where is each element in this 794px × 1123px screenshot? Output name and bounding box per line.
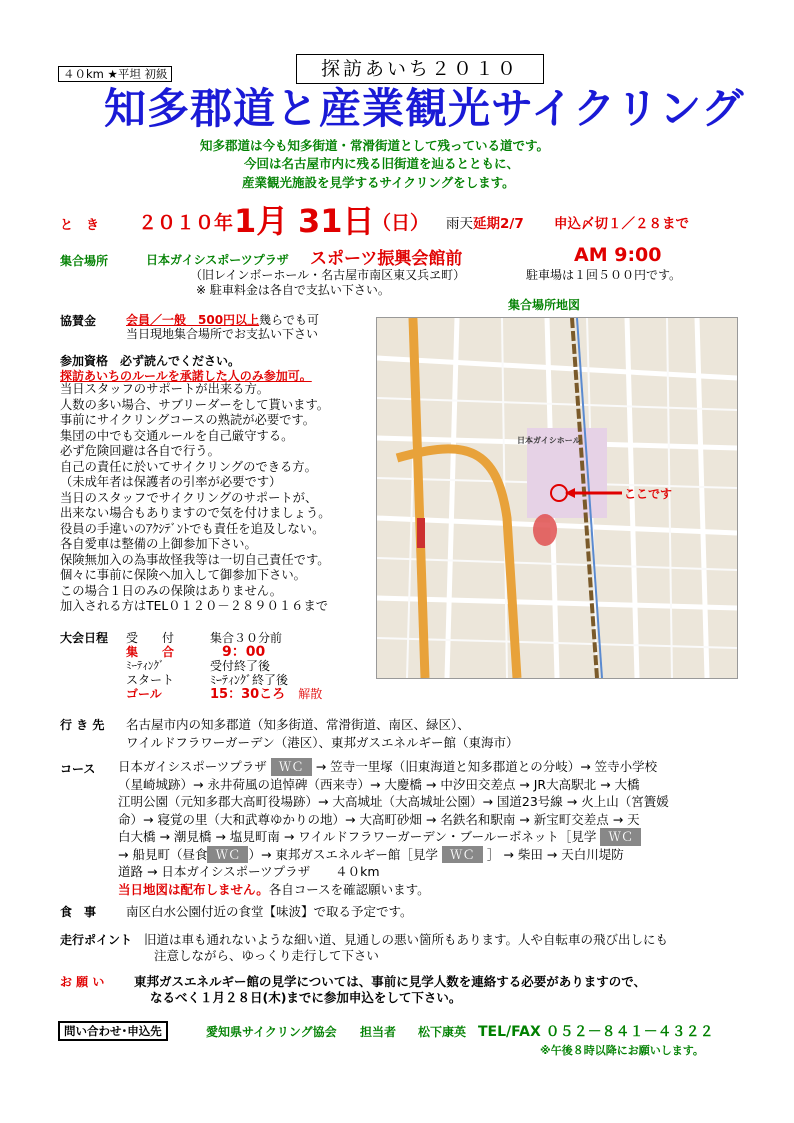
wc-badge: ＷＣ <box>207 846 248 864</box>
fee-label: 協賛金 <box>60 314 97 328</box>
intro-line-2: 今回は名古屋市内に残る旧街道を辿るとともに、 <box>244 156 520 171</box>
qualification-item: 事前にサイクリングコースの熟読が必要です。 <box>60 413 316 427</box>
qualification-item: 出来ない場合もありますので気を付けましょう。 <box>60 506 331 520</box>
points-line-2: 注意しながら、ゆっくり走行して下さい <box>154 948 379 963</box>
wc-badge: ＷＣ <box>271 758 312 776</box>
meeting-parking: 駐車場は１回５００円です。 <box>526 268 682 282</box>
destination-label: 行 き 先 <box>60 718 105 732</box>
meeting-time: AM 9:00 <box>574 244 662 266</box>
request-label: お 願 い <box>60 975 105 989</box>
qualification-rule: 探訪あいちのルールを承諾した人のみ参加可。 <box>60 369 312 383</box>
course-line: 白大橋 → 潮見橋 → 塩見町南 → ワイルドフラワーガーデン・ブールーボネット［見学 ＷＣ <box>118 828 641 846</box>
meeting-hall: スポーツ振興会館前 <box>310 249 463 269</box>
qualification-item: 各自愛車は整備の上御参加下さい。 <box>60 537 257 551</box>
points-label: 走行ポイント <box>60 933 133 947</box>
schedule-label: 大会日程 <box>60 631 109 645</box>
date-day: 31日 <box>298 202 375 240</box>
date-deadline: 申込〆切１／２８まで <box>554 216 689 232</box>
meeting-parking-note: ※ 駐車料金は各自で支払い下さい。 <box>196 283 390 297</box>
event-name: 探訪あいち２０１０ <box>296 54 544 84</box>
course-line: 道路 → 日本ガイシスポーツプラザ ４０km <box>118 864 380 879</box>
schedule-start-time: ﾐｰﾃｨﾝｸﾞ終了後 <box>210 673 289 687</box>
course-line: （星崎城跡）→ 永井荷風の追悼碑（西来寺）→ 大慶橋 → 中汐田交差点 → JR大高駅北 → 大橋 <box>118 776 640 792</box>
course-label: コース <box>60 762 96 776</box>
qualification-item: 自己の責任に於いてサイクリングのできる方。 <box>60 459 317 474</box>
map-venue-label: 日本ガイシホール <box>517 436 581 445</box>
qualification-item: 役員の手違いのｱｸｼﾃﾞﾝﾄでも責任を追及しない。 <box>60 521 325 536</box>
map-marker-label: ここです <box>624 487 673 501</box>
meeting-address: （旧レインボーホール・名古屋市南区東又兵ヱ町） <box>190 268 466 282</box>
qualification-item: （未成年者は保護者の引率が必要です） <box>60 475 282 489</box>
course-line: 命）→ 寝覚の里（大和武尊ゆかりの地）→ 大高町砂畑 → 名鉄名和駅南 → 新宝町交差点 → 天 <box>118 811 640 827</box>
intro-line-1: 知多郡道は今も知多街道・常滑街道として残っている道です。 <box>200 138 550 153</box>
date-month: 1月 <box>234 202 289 240</box>
qualification-item: 集団の中でも交通ルールを自己厳守する。 <box>60 428 294 443</box>
schedule-gather: 集 合 <box>126 645 175 659</box>
contact-org: 愛知県サイクリング協会 <box>206 1025 337 1039</box>
schedule-goal-time: 15：30ころ 解散 <box>210 687 323 702</box>
qualification-item: 当日スタッフのサポートが出来る方。 <box>60 382 270 396</box>
meal-label: 食 事 <box>60 905 97 919</box>
fee-note: 当日現地集合場所でお支払い下さい <box>126 327 319 341</box>
qualification-heading: 参加資格 必ず読んでください。 <box>60 354 241 368</box>
course-line: 当日地図は配布しません。各自コースを確認願います。 <box>118 881 430 897</box>
request-line-1: 東邦ガスエネルギー館の見学については、事前に見学人数を連絡する必要がありますので、 <box>134 974 647 989</box>
date-year: ２０１０年 <box>138 212 234 234</box>
schedule-start: スタート <box>126 673 175 687</box>
qualification-item: 加入される方はTEL０１２０－２８９０１６まで <box>60 599 329 613</box>
date-weekday: （日） <box>372 212 430 234</box>
contact-label: 問い合わせ･申込先 <box>58 1021 168 1041</box>
meeting-label: 集合場所 <box>60 254 109 268</box>
course-line: 日本ガイシスポーツプラザ ＷＣ → 笠寺一里塚（旧東海道と知多郡道との分岐）→ 笠寺小学校 <box>118 759 658 774</box>
contact-person-label: 担当者 <box>360 1025 397 1039</box>
contact-person: 松下康英 <box>418 1025 467 1039</box>
schedule-reception-time: 集合３０分前 <box>210 631 283 645</box>
date-rain: 雨天延期2/7 <box>446 216 524 232</box>
intro-line-3: 産業観光施設を見学するサイクリングをします。 <box>242 175 515 190</box>
fee-amount: 会員／一般 500円以上幾らでも可 <box>126 313 319 327</box>
schedule-goal: ゴール <box>126 687 162 701</box>
destination-line-2: ワイルドフラワーガーデン（港区）、東邦ガスエネルギー館（東海市） <box>126 735 519 750</box>
request-line-2: なるべく１月２８日(木)までに参加申込をして下さい。 <box>150 990 462 1005</box>
qualification-item: 必ず危険回避は各自で行う。 <box>60 444 220 458</box>
qualification-item: 個々に事前に保険へ加入して御参加下さい。 <box>60 568 306 582</box>
wc-badge: ＷＣ <box>600 828 641 846</box>
map-graphic <box>377 318 737 678</box>
spec-badge: ４０km ★平坦 初級 <box>58 66 172 82</box>
qualification-item: この場合１日のみの保険はありません。 <box>60 583 283 598</box>
qualification-list <box>60 382 376 617</box>
schedule-gather-time: 9：00 <box>222 644 266 660</box>
wc-badge: ＷＣ <box>442 846 483 864</box>
qualification-item: 当日のスタッフでサイクリングのサポートが、 <box>60 490 318 505</box>
course-line: 江明公園（元知多郡大高町役場跡）→ 大高城址（大高城址公園）→ 国道23号線 → 火上山（宮簀媛 <box>118 794 669 809</box>
qualification-item: 人数の多い場合、サブリーダーをして貰います。 <box>60 397 330 412</box>
meeting-map <box>376 317 738 679</box>
destination-line-1: 名古屋市内の知多郡道（知多街道、常滑街道、南区、緑区）、 <box>126 717 470 732</box>
meal-text: 南区白水公園付近の食堂【味波】で取る予定です。 <box>126 904 413 919</box>
schedule-reception: 受 付 <box>126 631 175 645</box>
schedule-meeting: ﾐｰﾃｨﾝｸﾞ <box>126 659 165 672</box>
points-line-1: 旧道は車も通れないような細い道、見通しの悪い箇所もあります。人や自転車の飛び出しにも <box>144 932 669 947</box>
map-caption: 集合場所地図 <box>508 298 581 312</box>
date-label: と き <box>60 218 100 233</box>
contact-note: ※午後８時以降にお願いします。 <box>540 1044 704 1057</box>
page-title: 知多郡道と産業観光サイクリング <box>104 84 745 133</box>
schedule-meeting-time: 受付終了後 <box>210 659 271 673</box>
course-line: → 船見町（昼食 ＷＣ ）→ 東邦ガスエネルギー館［見学 ＷＣ ］ → 柴田 → 天白川堤防 <box>118 846 624 862</box>
course-text <box>118 758 740 897</box>
meeting-place: 日本ガイシスポーツプラザ <box>146 253 289 267</box>
qualification-item: 保険無加入の為事故怪我等は一切自己責任です。 <box>60 552 330 567</box>
contact-tel: TEL/FAX ０５２－８４１－４３２２ <box>478 1024 714 1040</box>
